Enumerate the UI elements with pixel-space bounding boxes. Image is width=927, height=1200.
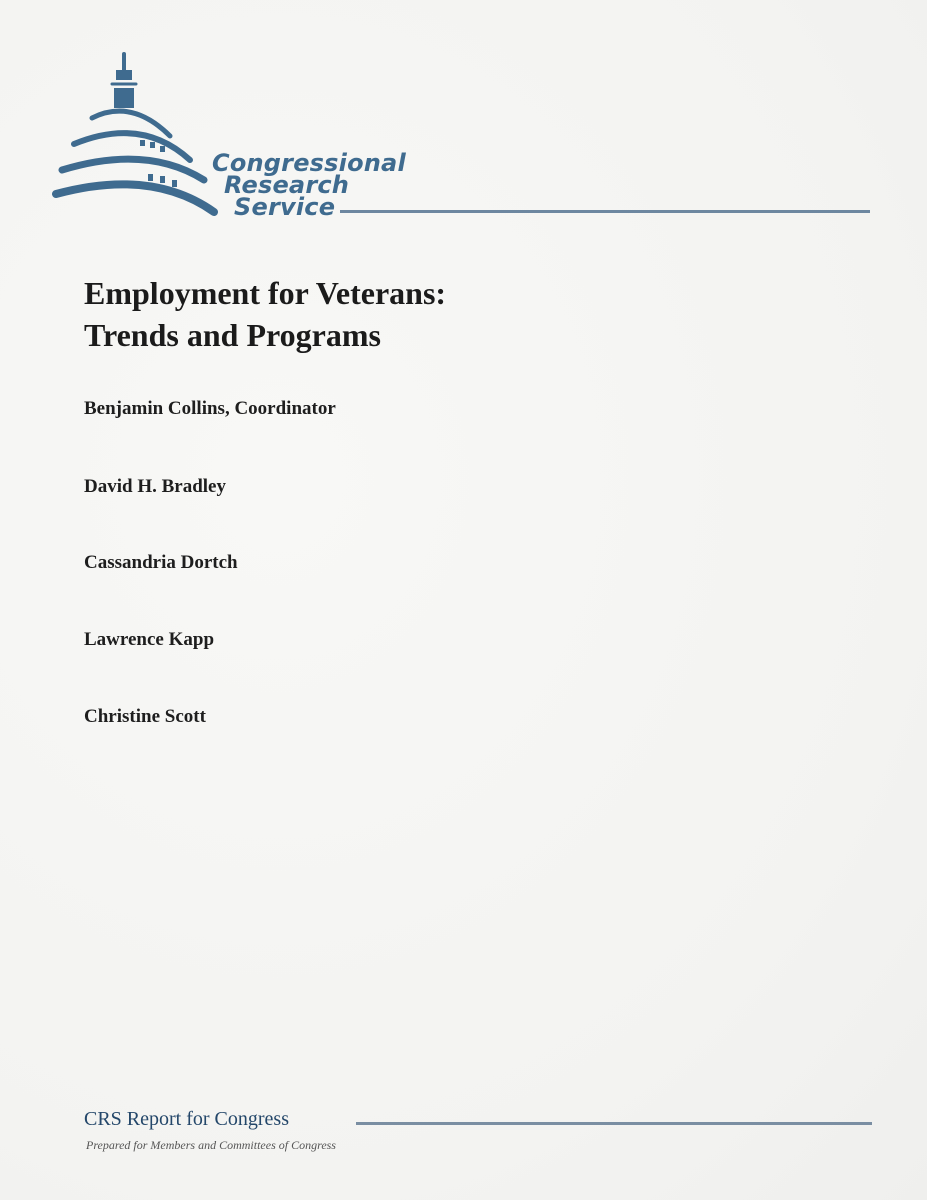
author-name: Cassandria Dortch [84,552,238,573]
org-name [212,149,406,221]
crs-header [52,48,882,238]
capitol-dome-logo-icon [52,48,222,223]
header-divider [340,210,870,213]
footer-title: CRS Report for Congress [84,1108,289,1130]
footer-subtitle: Prepared for Members and Committees of Congress [86,1138,336,1152]
report-title-line1: Employment for Veterans: [84,275,447,311]
crs-footer [84,1108,874,1158]
report-title [84,272,446,356]
org-name-line1: Congressional [212,149,406,177]
author-name: Lawrence Kapp [84,629,215,650]
author-name: David H. Bradley [84,476,226,497]
org-name-line3: Service [234,193,336,221]
report-title-line2: Trends and Programs [84,317,381,353]
org-name-line2: Research [224,171,350,199]
footer-divider [356,1122,872,1125]
author-name: Benjamin Collins, Coordinator [84,398,336,419]
author-name: Christine Scott [84,706,206,727]
